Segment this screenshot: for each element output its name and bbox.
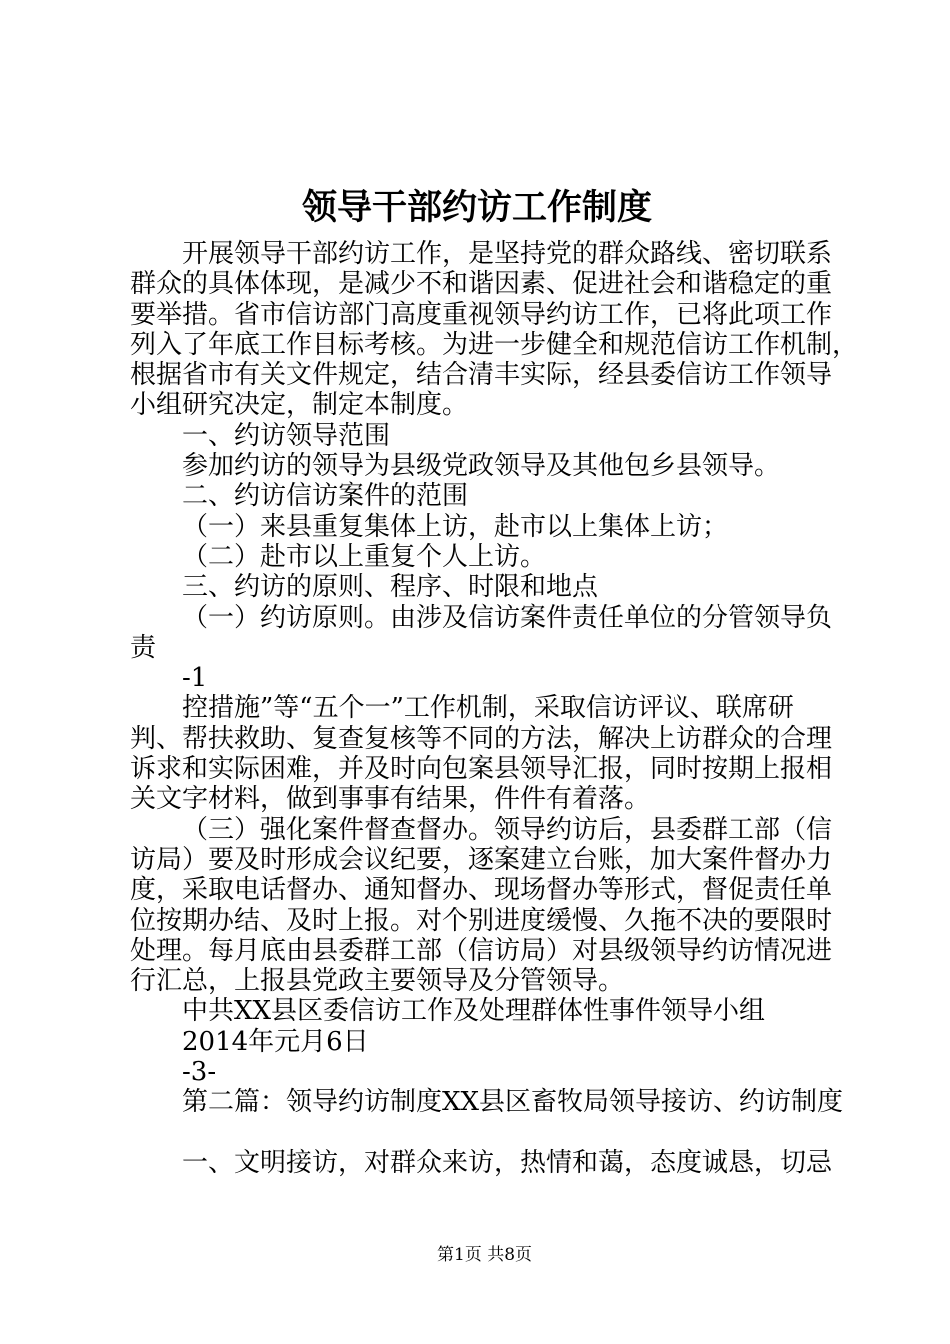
chapter-heading: 第二篇：领导约访制度XX县区畜牧局领导接访、约访制度 [182,1087,844,1118]
text-line: （一）约访原则。由涉及信访案件责任单位的分管领导负 [182,602,833,633]
blank-line [130,1118,890,1148]
document-title: 领导干部约访工作制度 [301,187,652,228]
page-marker: -1 [182,663,208,694]
text-line: 处理。每月底由县委群工部（信访局）对县级领导约访情况进 [130,935,833,966]
document-body [130,239,890,1178]
text-line: 行汇总，上报县党政主要领导及分管领导。 [130,966,625,997]
text-line: 根据省市有关文件规定，结合清丰实际，经县委信访工作领导 [130,360,833,391]
text-line: 关文字材料，做到事事有结果，件件有着落。 [130,784,651,815]
text-line: 位按期办结、及时上报。对个别进度缓慢、久拖不决的要限时 [130,905,833,936]
page-marker: -3- [182,1057,217,1088]
text-line: 诉求和实际困难，并及时向包案县领导汇报，同时按期上报相 [130,754,833,785]
text-line: 责 [130,632,157,663]
text-line: 列入了年底工作目标考核。为进一步健全和规范信访工作机制， [130,329,859,360]
text-line: （一）来县重复集体上访，赴市以上集体上访； [182,511,729,542]
section-heading: 三、约访的原则、程序、时限和地点 [182,572,599,603]
text-line: 度，采取电话督办、通知督办、现场督办等形式，督促责任单 [130,875,833,906]
text-line: 群众的具体体现，是减少不和谐因素、促进社会和谐稳定的重 [130,269,833,300]
text-line: （三）强化案件督查督办。领导约访后，县委群工部（信 [182,814,833,845]
text-line: 开展领导干部约访工作，是坚持党的群众路线、密切联系 [182,239,833,269]
text-line: 访局）要及时形成会议纪要，逐案建立台账，加大案件督办力 [130,844,833,875]
text-line: 一、文明接访，对群众来访，热情和蔼，态度诚恳，切忌 [182,1147,833,1178]
section-heading: 二、约访信访案件的范围 [182,481,469,512]
text-line: 判、帮扶救助、复查复核等不同的方法，解决上访群众的合理 [130,723,833,754]
text-line: 控措施”等“五个一”工作机制，采取信访评议、联席研 [182,693,794,724]
text-line: 要举措。省市信访部门高度重视领导约访工作，已将此项工作 [130,299,833,330]
section-heading: 一、约访领导范围 [182,420,391,451]
page-footer: 第1页 共8页 [437,1245,533,1265]
signature-organization: 中共XX县区委信访工作及处理群体性事件领导小组 [182,996,766,1027]
text-line: （二）赴市以上重复个人上访。 [182,541,547,572]
text-line: 参加约访的领导为县级党政领导及其他包乡县领导。 [182,451,781,482]
text-line: 小组研究决定，制定本制度。 [130,390,469,421]
signature-date: 2014年元月6日 [182,1026,369,1057]
